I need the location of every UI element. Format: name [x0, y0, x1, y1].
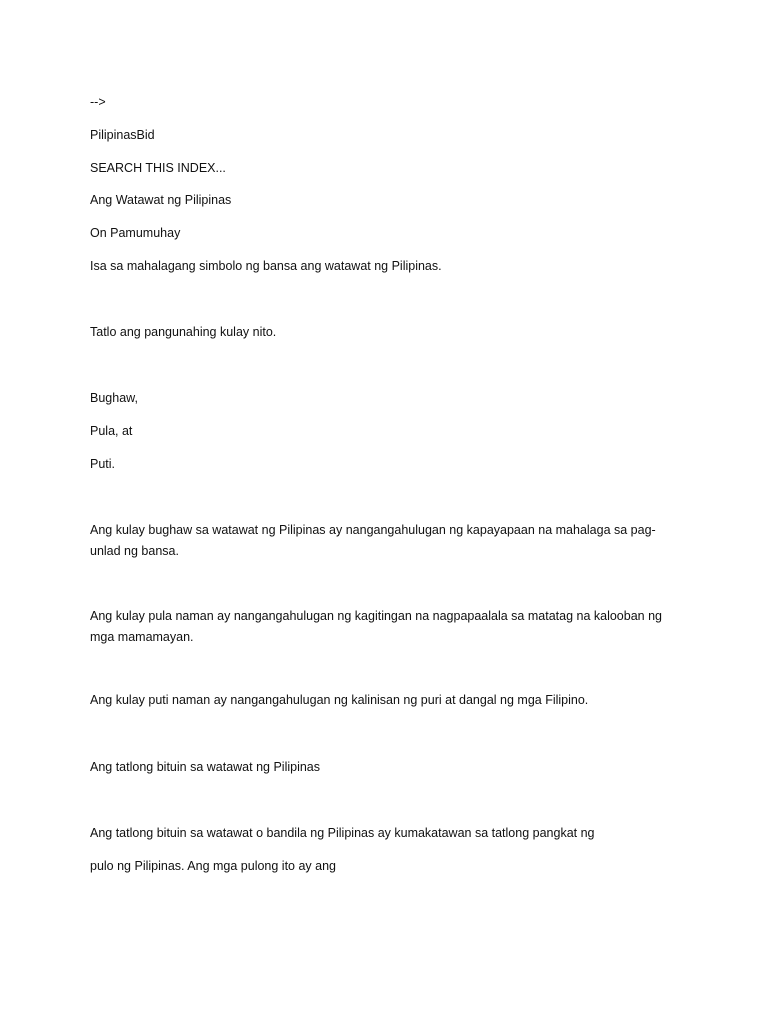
paragraph-red-line-1: Ang kulay pula naman ay nangangahulugan ng kagitingan na nagpapaalala sa matatag na kalooban ng [90, 609, 662, 623]
comment-marker: --> [90, 95, 106, 109]
article-title: Ang Watawat ng Pilipinas [90, 193, 232, 207]
paragraph-white: Ang kulay puti naman ay nangangahulugan ng kalinisan ng puri at dangal ng mga Filipino. [90, 693, 589, 707]
color-white: Puti. [90, 457, 116, 471]
paragraph-blue-line-1: Ang kulay bughaw sa watawat ng Pilipinas ay nangangahulugan ng kapayapaan na mahalaga sa pag- [90, 523, 656, 537]
paragraph-colors: Tatlo ang pangunahing kulay nito. [90, 325, 277, 339]
stars-heading: Ang tatlong bituin sa watawat ng Pilipinas [90, 760, 321, 774]
paragraph-stars-line-1: Ang tatlong bituin sa watawat o bandila ng Pilipinas ay kumakatawan sa tatlong pangkat ng [90, 826, 595, 840]
article-category: On Pamumuhay [90, 226, 181, 240]
search-label: SEARCH THIS INDEX... [90, 161, 226, 175]
color-red: Pula, at [90, 424, 133, 438]
paragraph-intro: Isa sa mahalagang simbolo ng bansa ang watawat ng Pilipinas. [90, 259, 442, 273]
paragraph-stars-line-2: pulo ng Pilipinas. Ang mga pulong ito ay ang [90, 859, 337, 873]
color-blue: Bughaw, [90, 391, 138, 405]
paragraph-blue-line-2: unlad ng bansa. [90, 544, 179, 558]
paragraph-red-line-2: mga mamamayan. [90, 630, 194, 644]
site-name: PilipinasBid [90, 128, 155, 142]
